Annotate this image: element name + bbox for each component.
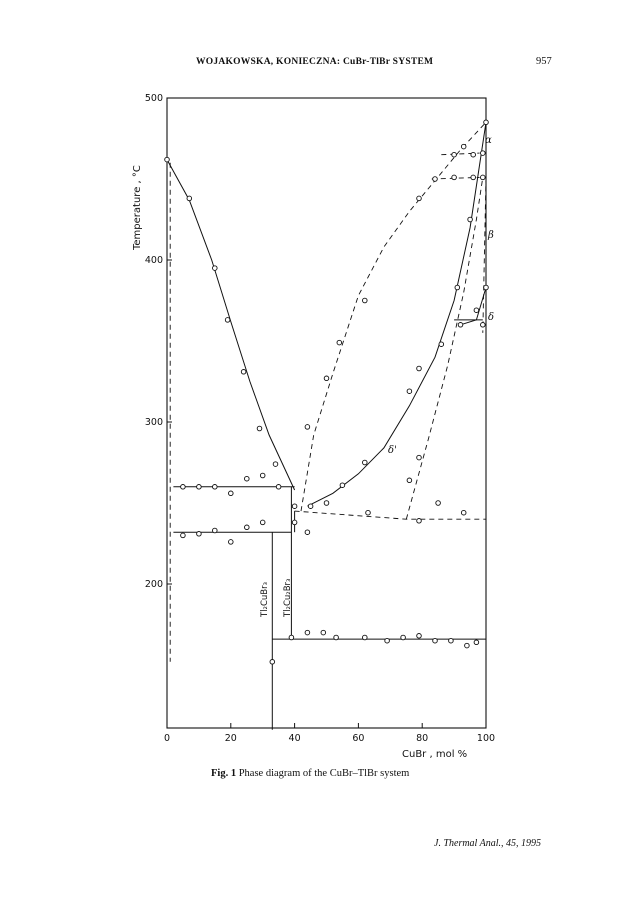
phase-label-delta-prime: δ' [388,445,397,456]
data-point [363,635,368,640]
data-point [401,635,406,640]
data-point [213,528,218,533]
x-tick-label: 100 [476,733,496,744]
data-point [257,426,262,431]
data-point [465,643,470,648]
data-point [229,540,234,545]
data-point [417,455,422,460]
delta-prime-boundary [406,177,483,519]
axis-ticks [145,93,495,744]
x-tick-label: 40 [288,733,301,744]
data-point [245,476,250,481]
data-point [484,120,489,125]
data-point [324,501,329,506]
data-point [449,638,454,643]
data-point [461,510,466,515]
data-point [308,504,313,509]
data-point [455,285,460,290]
data-point [468,217,473,222]
journal-reference: J. Thermal Anal., 45, 1995 [434,838,542,849]
data-point [321,630,326,635]
data-point [292,520,297,525]
data-point [433,638,438,643]
data-point [334,635,339,640]
data-point [305,425,310,430]
y-tick-label: 300 [144,417,163,428]
x-tick-label: 0 [163,733,171,744]
data-point [292,504,297,509]
data-point [197,532,202,537]
data-point [324,376,329,381]
data-point [452,175,457,180]
eutectoid-dashed [295,511,486,519]
data-point [337,340,342,345]
phase-label-alpha: α [485,135,492,146]
data-point [439,342,444,347]
data-point [481,175,486,180]
data-point [181,533,186,538]
data-point [407,478,412,483]
beta-delta-boundary [461,288,487,325]
liquidus-tlbr-side [167,160,295,490]
data-point [245,525,250,530]
data-point [305,530,310,535]
data-point [270,660,275,665]
y-axis-label: Temperature , °C [132,165,143,250]
data-point [273,462,278,467]
figure-caption [211,768,409,779]
data-point [433,177,438,182]
data-point [229,491,234,496]
data-point [471,152,476,157]
data-point [385,638,390,643]
data-point [471,175,476,180]
figure-caption-label: Fig. 1 [211,768,237,779]
data-point [241,370,246,375]
page-number: 957 [536,56,552,67]
data-point [363,460,368,465]
data-point [366,510,371,515]
data-point [225,318,230,323]
data-point [181,485,186,490]
data-point [436,501,441,506]
data-point [474,308,479,313]
data-point [276,485,281,490]
running-head: WOJAKOWSKA, KONIECZNA: CuBr-TlBr SYSTEM [196,57,434,67]
compound-label-tl2cu2br3: Tl₂Cu₂Br₃ [283,578,293,617]
data-point [289,635,294,640]
plot-border [167,98,486,728]
data-point [213,266,218,271]
data-point [340,483,345,488]
figure-caption-text: Phase diagram of the CuBr–TlBr system [238,768,410,779]
data-point [452,152,457,157]
x-axis-label: CuBr , mol % [402,749,468,760]
data-point [197,485,202,490]
x-tick-label: 60 [352,733,365,744]
phase-label-beta: β [488,230,494,241]
plot-frame [167,98,486,728]
data-point [260,473,265,478]
y-tick-label: 200 [144,579,163,590]
data-point [484,285,489,290]
data-point [407,389,412,394]
data-point [458,323,463,328]
y-tick-label: 400 [144,255,163,266]
data-point [417,519,422,524]
x-tick-label: 20 [224,733,237,744]
x-tick-label: 80 [416,733,429,744]
data-point [187,196,192,201]
phase-boundary-lines [167,122,486,730]
data-point [417,634,422,639]
compound-label-tl2cubr3: Tl₂CuBr₃ [260,581,270,617]
data-point [481,151,486,156]
data-point [213,485,218,490]
data-point [305,630,310,635]
data-point [481,323,486,328]
data-point [165,157,170,162]
data-point [474,640,479,645]
phase-label-delta: δ [488,312,495,323]
data-point [461,144,466,149]
data-points [165,120,489,664]
data-point [417,196,422,201]
y-tick-label: 500 [144,93,163,104]
data-point [417,366,422,371]
data-point [260,520,265,525]
data-point [363,298,368,303]
